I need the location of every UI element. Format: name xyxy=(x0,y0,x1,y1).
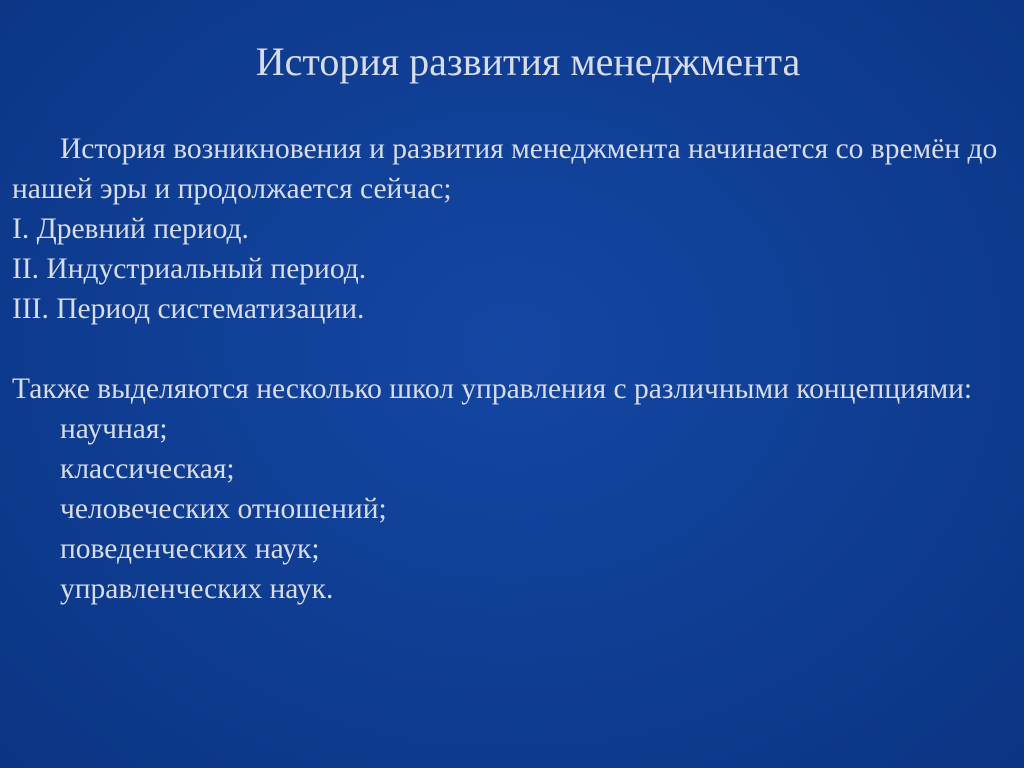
period-item-industrial: II. Индустриальный период. xyxy=(12,253,367,285)
school-item-human-relations: человеческих отношений; xyxy=(60,493,387,525)
intro-paragraph: История возникновения и развития менеджмента начинается со времён до нашей эры и продолжается сейчас; xyxy=(12,133,998,205)
slide-body xyxy=(12,129,1012,609)
school-item-behavioral: поведенческих наук; xyxy=(60,533,320,565)
period-item-systematization: III. Период систематизации. xyxy=(12,293,365,325)
school-item-classical: классическая; xyxy=(60,453,235,485)
school-item-scientific: научная; xyxy=(60,413,168,445)
period-item-ancient: I. Древний период. xyxy=(12,213,249,245)
schools-list xyxy=(12,409,1012,609)
schools-heading: Также выделяются несколько школ управления с различными концепциями: xyxy=(12,373,973,405)
slide-title: История развития менеджмента xyxy=(255,39,801,84)
periods-list xyxy=(12,209,1012,329)
school-item-management-science: управленческих наук. xyxy=(60,573,334,605)
